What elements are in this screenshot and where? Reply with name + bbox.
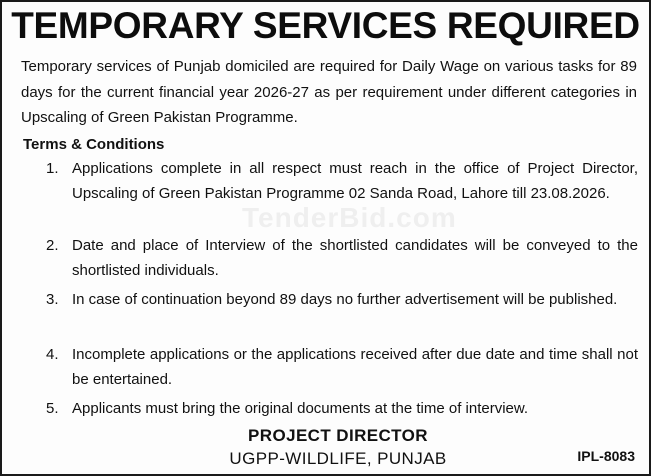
term-text: Date and place of Interview of the shortlisted candidates will be conveyed to the shortlisted individuals. [72,237,638,279]
watermark: TenderBid.com [242,202,457,233]
term-number: 4. [46,346,59,363]
signatory-title: PROJECT DIRECTOR [248,426,428,445]
reference-code: IPL-8083 [577,448,635,464]
term-text: Applications complete in all respect must reach in the office of Project Director, Upscaling of Green Pakistan Programme 02 Sanda Road, Lahore till 23.08.2026. [72,160,638,202]
signatory-organization: UGPP-WILDLIFE, PUNJAB [229,449,447,468]
term-text: In case of continuation beyond 89 days no further advertisement will be published. [72,291,618,308]
term-number: 1. [46,160,59,177]
term-text: Incomplete applications or the applications received after due date and time shall not be entertained. [72,346,638,388]
term-number: 2. [46,237,59,254]
term-number: 5. [46,400,59,417]
terms-heading: Terms & Conditions [23,136,165,153]
headline: TEMPORARY SERVICES REQUIRED [11,5,640,46]
term-text: Applicants must bring the original documents at the time of interview. [72,400,529,417]
term-number: 3. [46,291,59,308]
intro-paragraph: Temporary services of Punjab domiciled are required for Daily Wage on various tasks for 89 days for the current financial year 2026-27 as per requirement under different categories in Upscaling of Green Pakistan Programme. [21,58,637,126]
